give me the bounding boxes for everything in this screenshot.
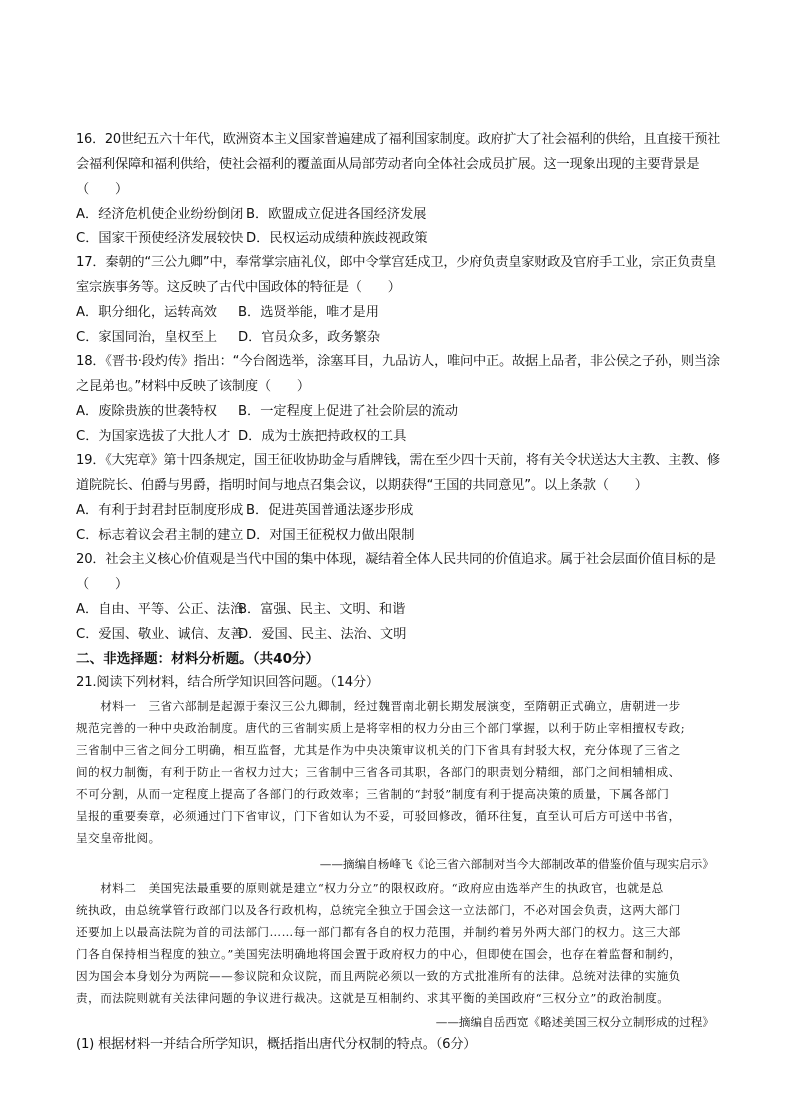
question-16-answer-blank: （ ） xyxy=(76,182,128,197)
question-21-intro: 21.阅读下列材料，结合所学知识回答问题。（14分） xyxy=(76,675,379,690)
material-1-line-5: 不可分割，从而一定程度上提高了各部门的行政效率；三省制的“封驳”制度有利于提高决策的质量，下属各部门 xyxy=(76,787,670,801)
question-21-sub-1: (1) 根据材料一并结合所学知识，概括指出唐代分权制的特点。（6分） xyxy=(76,1037,477,1052)
question-16-text-line-1: 16．20世纪五六十年代，欧洲资本主义国家普遍建成了福利国家制度。政府扩大了社会福利的供给，且直接干预社 xyxy=(76,132,721,147)
question-18-option-a: A．废除贵族的世袭特权 xyxy=(76,404,217,419)
material-2-line-6: 责，而法院则就有关法律问题的争议进行裁决。这就是互相制约、求其平衡的美国政府“三权分立”的政治制度。 xyxy=(76,991,670,1005)
material-1-source: ——摘编自杨峰飞《论三省六部制对当今大部制改革的借鉴价值与现实启示》 xyxy=(319,857,714,871)
material-1-line-2: 规范完善的一种中央政治制度。唐代的三省制实质上是将宰相的权力分由三个部门掌握，以利于防止宰相擅权专政; xyxy=(76,721,686,735)
material-1-line-6: 呈报的重要奏章，必须通过门下省审议，门下省如认为不妥，可驳回修改，循环往复，直至认可后方可送中书省， xyxy=(76,809,681,823)
material-1-line-4: 间的权力制衡，有利于防止一省权力过大；三省制中三省各司其职，各部门的职责划分精细，部门之间相辅相成、 xyxy=(76,765,681,779)
material-2-line-4: 门各自保持相当程度的独立。”美国宪法明确地将国会置于政府权力的中心，但即使在国会，也存在着监督和制约， xyxy=(76,947,682,961)
question-18-option-d: D．成为士族把持政权的工具 xyxy=(238,429,407,444)
question-18-option-b: B．一定程度上促进了社会阶层的流动 xyxy=(238,404,459,419)
question-16-option-b: B．欧盟成立促进各国经济发展 xyxy=(246,207,427,222)
question-17-option-c: C．家国同治，皇权至上 xyxy=(76,330,218,345)
question-20-option-d: D．爱国、民主、法治、文明 xyxy=(238,627,407,642)
question-17-option-b: B．选贤举能，唯才是用 xyxy=(238,305,379,320)
material-2-line-3: 还要加上以最高法院为首的司法部门……每一部门都有各自的权力范围，并制约着另外两大部门的权力。这三大部 xyxy=(76,925,681,939)
question-20-option-c: C．爱国、敬业、诚信、友善 xyxy=(76,627,244,642)
material-1-line-1: 材料一 三省六部制是起源于秦汉三公九卿制，经过魏晋南北朝长期发展演变，至隋朝正式确立，唐朝进一步 xyxy=(76,699,681,713)
question-18-text-line-2: 之昆弟也。”材料中反映了该制度（ ） xyxy=(76,379,310,394)
question-17-option-a: A．职分细化，运转高效 xyxy=(76,305,217,320)
material-2-line-2: 统执政，由总统掌管行政部门以及各行政机构，总统完全独立于国会这一立法部门，不必对国会负责，这两大部门 xyxy=(76,903,681,917)
material-2-source: ——摘编自岳西宽《略述美国三权分立制形成的过程》 xyxy=(435,1015,714,1029)
question-16-option-c: C．国家干预使经济发展较快 xyxy=(76,231,244,246)
material-1-line-3: 三省制中三省之间分工明确，相互监督，尤其是作为中央决策审议机关的门下省具有封驳大权，充分体现了三省之 xyxy=(76,743,681,757)
material-1-line-7: 呈交皇帝批阅。 xyxy=(76,831,161,845)
question-19-option-c: C．标志着议会君主制的建立 xyxy=(76,528,244,543)
question-20-text-line-1: 20．社会主义核心价值观是当代中国的集中体现，凝结着全体人民共同的价值追求。属于社会层面价值目标的是 xyxy=(76,552,716,567)
section-2-title: 二、非选择题：材料分析题。（共40分） xyxy=(76,651,320,667)
question-19-option-d: D．对国王征税权力做出限制 xyxy=(246,528,415,543)
question-19-text-line-2: 道院院长、伯爵与男爵，指明时间与地点召集会议，以期获得“王国的共同意见”。以上条款（ ） xyxy=(76,478,648,493)
question-18-option-c: C．为国家选拔了大批人才 xyxy=(76,429,231,444)
question-19-text-line-1: 19．《大宪章》第十四条规定，国王征收协助金与盾牌钱，需在至少四十天前，将有关令状送达大主教、主教、修 xyxy=(76,453,720,468)
question-18-text-line-1: 18．《晋书·段灼传》指出：“今台阁选举，涂塞耳目，九品访人，唯问中正。故据上品者，非公侯之子孙，则当涂 xyxy=(76,354,720,369)
question-16-option-d: D．民权运动成绩种族歧视政策 xyxy=(246,231,428,246)
question-17-text-line-2: 室宗族事务等。这反映了古代中国政体的特征是（ ） xyxy=(76,280,401,295)
question-17-text-line-1: 17．秦朝的“三公九卿”中，奉常掌宗庙礼仪，郎中令掌宫廷戍卫，少府负责皇家财政及官府手工业，宗正负责皇 xyxy=(76,255,717,270)
question-20-option-b: B．富强、民主、文明、和谐 xyxy=(238,602,406,617)
question-19-option-a: A．有利于封君封臣制度形成 xyxy=(76,503,244,518)
question-20-answer-blank: （ ） xyxy=(76,577,128,592)
material-2-line-5: 因为国会本身划分为两院——参议院和众议院，而且两院必须以一致的方式批准所有的法律。总统对法律的实施负 xyxy=(76,969,681,983)
question-16-option-a: A．经济危机使企业纷纷倒闭 xyxy=(76,207,244,222)
question-16-text-line-2: 会福利保障和福利供给，使社会福利的覆盖面从局部劳动者向全体社会成员扩展。这一现象出现的主要背景是 xyxy=(76,157,700,172)
question-20-option-a: A．自由、平等、公正、法治 xyxy=(76,602,244,617)
material-2-line-1: 材料二 美国宪法最重要的原则就是建立“权力分立”的限权政府。“政府应由选举产生的执政官，也就是总 xyxy=(76,881,664,895)
question-17-option-d: D．官员众多，政务繁杂 xyxy=(238,330,381,345)
question-19-option-b: B．促进英国普通法逐步形成 xyxy=(246,503,414,518)
